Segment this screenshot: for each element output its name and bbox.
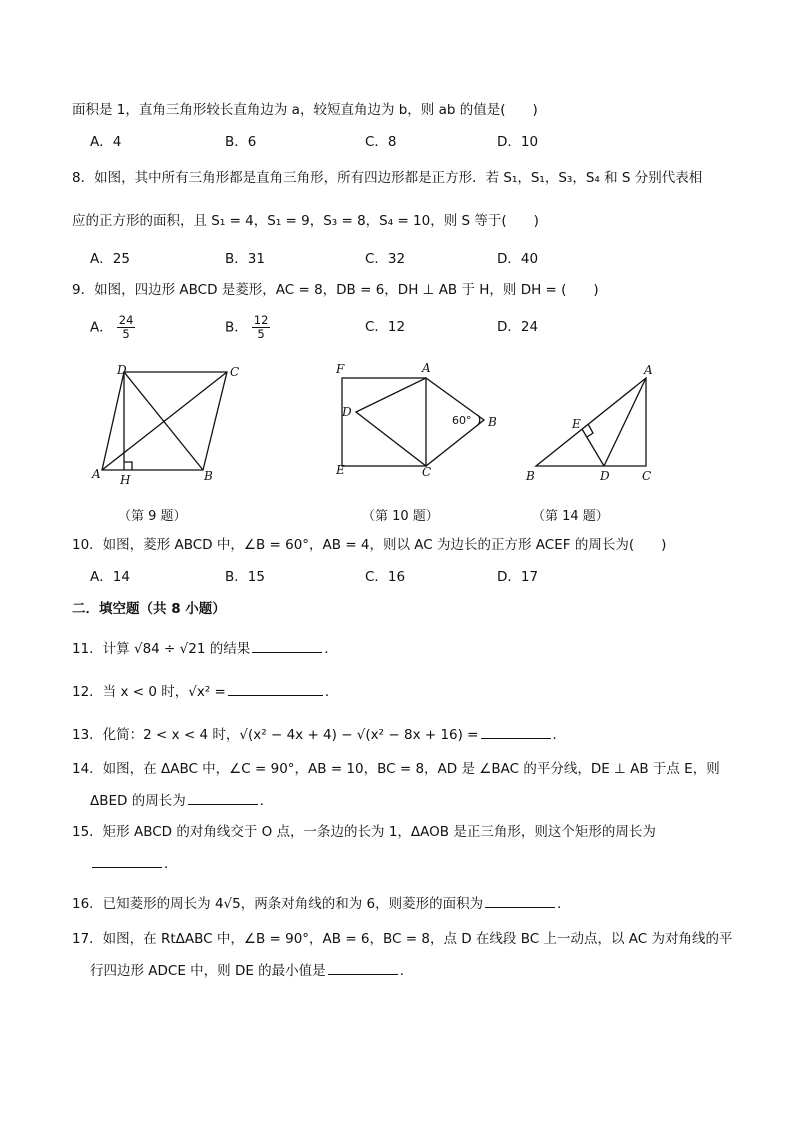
label-d: D [600, 469, 610, 483]
figure-9-rhombus [90, 362, 270, 492]
q9-option-a-prefix: A． [90, 319, 113, 336]
diagonal-db [124, 372, 203, 470]
q10-option-c[interactable]: C．16 [365, 569, 406, 585]
label-e: E [336, 463, 345, 477]
label-b: B [488, 415, 497, 429]
q8-line1: 8．如图，其中所有三角形都是直角三角形，所有四边形都是正方形．若 S₁，S₁，S₃，S₄ 和 S 分别代表相 [72, 170, 703, 186]
label-c: C [422, 465, 432, 479]
angle-label-60: 60° [452, 414, 472, 427]
q9-option-b-prefix: B． [225, 319, 248, 336]
q8-option-b[interactable]: B．31 [225, 251, 265, 267]
q14-answer-blank[interactable] [188, 790, 258, 805]
q17-line2-text: 行四边形 ADCE 中，则 DE 的最小值是 [90, 963, 326, 979]
q12 [72, 681, 338, 702]
q9-option-a-fraction [117, 314, 136, 341]
q17-answer-blank[interactable] [328, 960, 398, 975]
q15-answer-blank[interactable] [92, 853, 162, 868]
q8-options [90, 249, 650, 269]
q9-option-a[interactable] [90, 314, 135, 341]
q9-option-c[interactable]: C．12 [365, 319, 406, 335]
q7-option-c[interactable]: C．8 [365, 134, 397, 150]
q9-option-b-numerator: 12 [253, 313, 269, 327]
q8-option-a[interactable]: A．25 [90, 251, 130, 267]
figure-14-caption: （第 14 题） [532, 509, 609, 524]
q14-line2 [90, 790, 273, 811]
q16-answer-blank[interactable] [485, 893, 555, 908]
q9-option-b-fraction [252, 314, 271, 341]
label-a: A [92, 467, 101, 481]
q13-answer-blank[interactable] [481, 724, 551, 739]
q15-period: ． [164, 856, 178, 872]
q8-option-d[interactable]: D．40 [497, 251, 539, 267]
q12-text: 12．当 x < 0 时，√x² = [72, 684, 226, 700]
q9-option-a-denominator: 5 [122, 327, 130, 341]
q9-option-d[interactable]: D．24 [497, 319, 539, 335]
label-c: C [230, 365, 240, 379]
label-b: B [204, 469, 213, 483]
q9-text: 9．如图，四边形 ABCD 是菱形，AC = 8，DB = 6，DH ⊥ AB 于 H，则 DH = ( ) [72, 282, 599, 298]
q12-answer-blank[interactable] [228, 681, 323, 696]
q11-text: 11．计算 √84 ÷ √21 的结果 [72, 641, 251, 657]
square-acef [342, 378, 426, 466]
q17-period: ． [399, 963, 414, 979]
q7-option-d[interactable]: D．10 [497, 134, 539, 150]
q10-option-d[interactable]: D．17 [497, 569, 539, 585]
label-e: E [572, 417, 581, 431]
q13-period: ． [552, 727, 566, 743]
q11 [72, 638, 338, 659]
q7-options [90, 132, 650, 152]
bisector-ad [604, 378, 646, 466]
q11-period: ． [324, 641, 338, 657]
section-fill-in-title: 二．填空题（共 8 小题） [72, 601, 226, 617]
q13 [72, 724, 566, 745]
q12-period: ． [324, 684, 339, 700]
label-a: A [422, 361, 431, 375]
q8-option-c[interactable]: C．32 [365, 251, 406, 267]
q7-option-a[interactable]: A．4 [90, 134, 122, 150]
q10-options [90, 567, 650, 587]
q10-text: 10．如图，菱形 ABCD 中，∠B = 60°，AB = 4，则以 AC 为边长的正方形 ACEF 的周长为( ) [72, 537, 667, 553]
q17-line2 [90, 960, 413, 981]
q11-answer-blank[interactable] [252, 638, 322, 653]
perpendicular-de [582, 429, 604, 466]
q7-text: 面积是 1，直角三角形较长直角边为 a，较短直角边为 b，则 ab 的值是( ) [72, 102, 538, 118]
figure-10-caption: （第 10 题） [362, 509, 439, 524]
label-d: D [342, 405, 352, 419]
q10-option-b[interactable]: B．15 [225, 569, 265, 585]
q14-period: ． [259, 793, 274, 809]
q9-options [90, 314, 650, 348]
q9-option-a-numerator: 24 [118, 313, 134, 327]
label-d: D [117, 363, 127, 377]
q14-line2-text: ΔBED 的周长为 [90, 793, 186, 809]
figure-9-caption: （第 9 题） [118, 509, 187, 524]
q8-line2: 应的正方形的面积，且 S₁ = 4，S₁ = 9，S₃ = 8，S₄ = 10，则 S 等于( ) [72, 213, 539, 229]
q7-option-b[interactable]: B．6 [225, 134, 257, 150]
right-angle-mark-h [124, 462, 132, 470]
triangle-abc [536, 378, 646, 466]
label-b: B [526, 469, 535, 483]
q16-period: ． [557, 896, 571, 912]
q14-line1: 14．如图，在 ΔABC 中，∠C = 90°，AB = 10，BC = 8，AD 是 ∠BAC 的平分线，DE ⊥ AB 于点 E，则 [72, 761, 720, 777]
q9-option-b[interactable] [225, 314, 270, 341]
label-c: C [642, 469, 652, 483]
right-angle-mark-e [587, 424, 593, 437]
label-h: H [120, 473, 131, 487]
q15-line1: 15．矩形 ABCD 的对角线交于 O 点，一条边的长为 1，ΔAOB 是正三角形，则这个矩形的周长为 [72, 824, 656, 840]
q17-line1: 17．如图，在 RtΔABC 中，∠B = 90°，AB = 6，BC = 8，点 D 在线段 BC 上一动点，以 AC 为对角线的平 [72, 931, 733, 947]
figure-10-square-rhombus [332, 360, 512, 490]
label-a: A [644, 363, 653, 377]
q13-text: 13．化简：2 < x < 4 时，√(x² − 4x + 4) − √(x² − 8x + 16) = [72, 727, 479, 743]
q9-option-b-denominator: 5 [257, 327, 265, 341]
q16 [72, 893, 571, 914]
q16-text: 16．已知菱形的周长为 4√5，两条对角线的和为 6，则菱形的面积为 [72, 896, 484, 912]
label-f: F [336, 362, 345, 376]
q15-line2 [90, 853, 178, 874]
figure-14-right-triangle [522, 360, 682, 490]
q10-option-a[interactable]: A．14 [90, 569, 130, 585]
